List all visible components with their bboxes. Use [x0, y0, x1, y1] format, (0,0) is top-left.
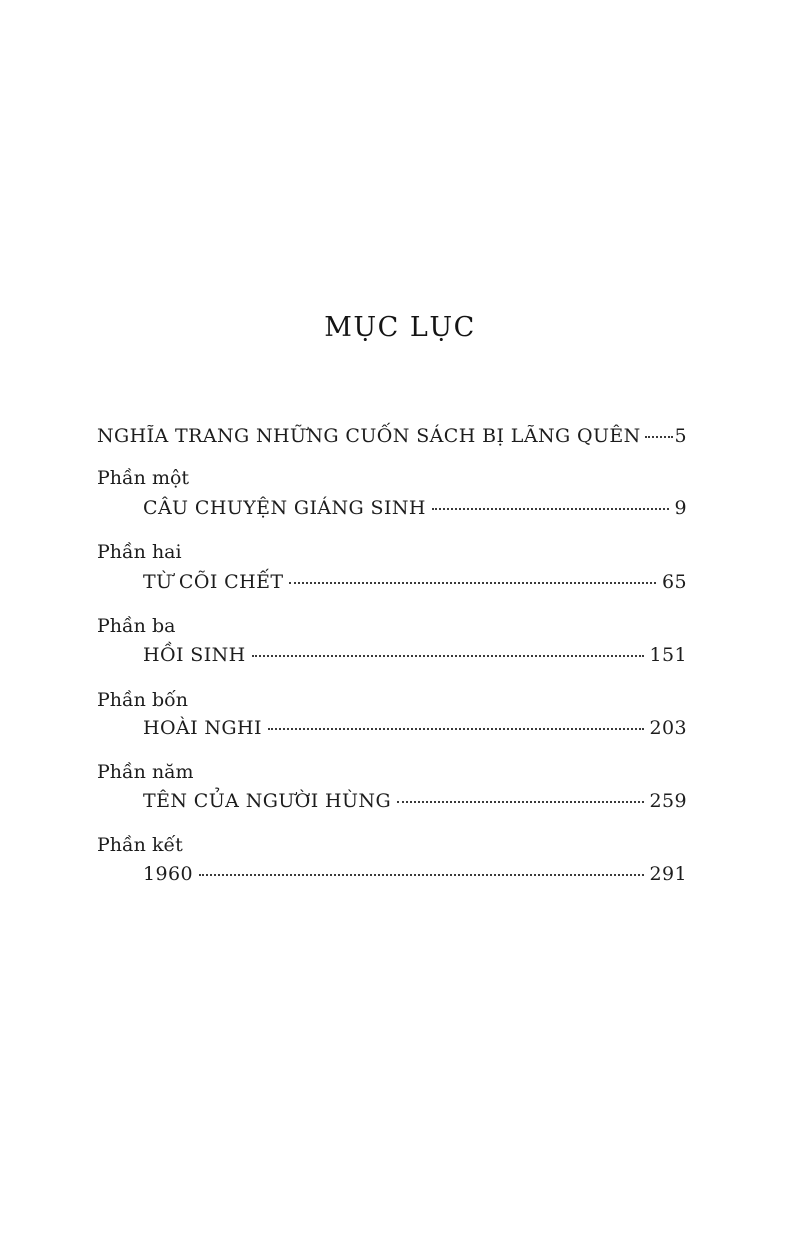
toc-entry-label: HỒI SINH	[143, 644, 246, 666]
toc-entry	[143, 570, 687, 594]
toc-page-number: 259	[649, 790, 687, 812]
toc-entry	[143, 862, 687, 886]
part-label: Phần hai	[97, 541, 182, 563]
part-label: Phần ba	[97, 615, 176, 637]
dot-leader	[268, 728, 644, 730]
toc-entry	[143, 643, 687, 667]
toc-entry-label: HOÀI NGHI	[143, 717, 262, 739]
toc-page-number: 151	[649, 644, 687, 666]
dot-leader	[289, 582, 656, 584]
dot-leader	[645, 436, 673, 438]
toc-entry	[143, 789, 687, 813]
toc-entry-prologue	[97, 424, 687, 448]
part-label: Phần năm	[97, 761, 194, 783]
toc-page-number: 5	[674, 425, 687, 447]
part-label: Phần bốn	[97, 689, 188, 711]
toc-page-number: 203	[649, 717, 687, 739]
toc-entry	[143, 496, 687, 520]
toc-page-number: 291	[649, 863, 687, 885]
toc-entry-label: NGHĨA TRANG NHỮNG CUỐN SÁCH BỊ LÃNG QUÊN	[97, 425, 641, 447]
toc-entry-label: CÂU CHUYỆN GIÁNG SINH	[143, 497, 426, 519]
dot-leader	[397, 801, 643, 803]
toc-page-number: 65	[662, 571, 687, 593]
part-label: Phần một	[97, 467, 190, 489]
toc-page-number: 9	[674, 497, 687, 519]
dot-leader	[199, 874, 644, 876]
page-title: MỤC LỤC	[324, 312, 476, 343]
dot-leader	[252, 655, 644, 657]
toc-entry-label: TÊN CỦA NGƯỜI HÙNG	[143, 790, 392, 812]
dot-leader	[432, 508, 669, 510]
part-label: Phần kết	[97, 834, 183, 856]
toc-entry-label: 1960	[143, 863, 193, 885]
toc-entry	[143, 716, 687, 740]
toc-entry-label: TỪ CÕI CHẾT	[143, 571, 284, 593]
